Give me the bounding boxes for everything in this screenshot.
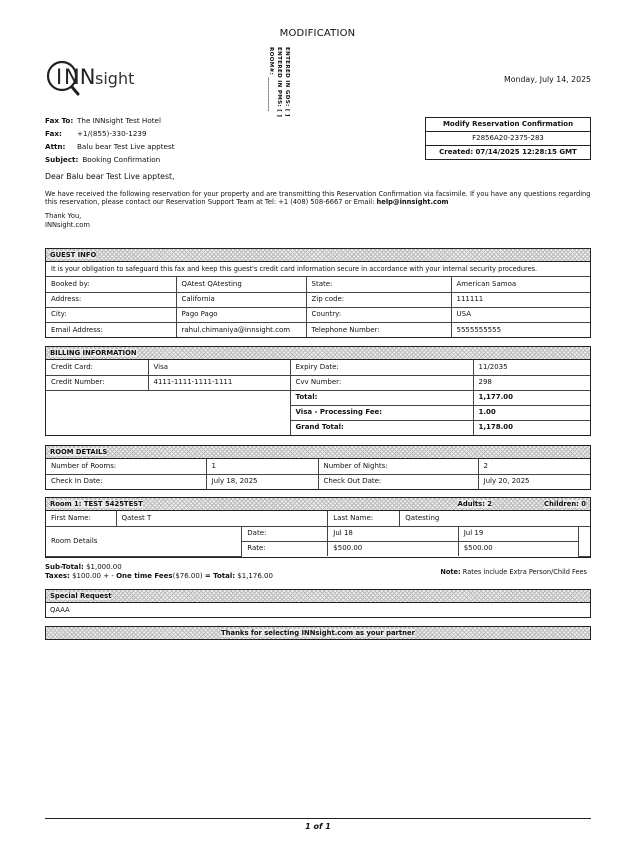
children-count: Children: 0 [544, 499, 586, 508]
rooms-value: 1 [206, 459, 318, 474]
processing-fee-value: 1.00 [473, 405, 590, 420]
checkout-value: July 20, 2025 [478, 474, 590, 489]
first-name-label: First Name: [46, 511, 116, 526]
booked-by-value: QAtest QAtesting [176, 277, 306, 292]
subtotal-value: $1,000.00 [86, 563, 122, 571]
attn-value: Balu bear Test Live apptest [77, 142, 175, 151]
taxes-value: $100.00 + - [72, 571, 114, 580]
guest-info-table [46, 277, 590, 337]
confirmation-box [425, 117, 591, 160]
guest-info-heading-text: GUEST INFO [50, 250, 97, 259]
last-name-label: Last Name: [328, 511, 400, 526]
expiry-value: 11/2035 [473, 360, 590, 375]
total-label: Total: [290, 390, 473, 405]
total-value: 1,177.00 [473, 390, 590, 405]
checkin-label: Check In Date: [46, 474, 206, 489]
confirmation-number: F2856A20-2375-283 [426, 132, 591, 146]
room-number-label: ROOM#: ___________ [267, 47, 274, 112]
guest-info-notice: It is your obligation to safeguard this fax and keep this guest's credit card information secure in accordance with your internal security procedures. [46, 262, 590, 277]
one-time-fees-label: One time Fees [116, 571, 173, 580]
billing-heading-text: BILLING INFORMATION [50, 348, 137, 357]
fax-header [45, 114, 345, 166]
rates-note [440, 568, 587, 576]
fax-to-value: The INNsight Test Hotel [77, 116, 161, 125]
credit-card-label: Credit Card: [46, 360, 148, 375]
price-summary [45, 563, 591, 585]
attn-label: Attn: [45, 142, 66, 151]
room-1-heading [46, 498, 590, 511]
guest-info-section [45, 248, 591, 338]
rate-1: $500.00 [328, 541, 458, 556]
nights-value: 2 [478, 459, 590, 474]
document-title: MODIFICATION [279, 28, 356, 39]
country-label: Country: [306, 307, 451, 322]
last-name-value: Qatesting [400, 511, 590, 526]
checkin-value: July 18, 2025 [206, 474, 318, 489]
svg-text:sight: sight [95, 69, 135, 88]
billing-empty-cell [46, 390, 290, 435]
zip-label: Zip code: [306, 292, 451, 307]
room-details-section [45, 445, 591, 490]
special-request-section [45, 589, 591, 618]
phone-label: Telephone Number: [306, 322, 451, 337]
letter-text: We have received the following reservation for your property and are transmitting this Reservation Confirmation via facsimile. If you have any questions regarding this reservation, please contact our Reservation Support Team at Tel: +1 (408) 508-6667 or Email: [45, 189, 591, 207]
closing-banner [45, 626, 591, 640]
closing-text: Thanks for selecting INNsight.com as your partner [221, 628, 415, 637]
subtotal-label: Sub-Total: [45, 563, 84, 571]
billing-section [45, 346, 591, 436]
room-1-title: Room 1: TEST 5425TEST [50, 499, 143, 508]
note-label: Note: [440, 568, 461, 576]
fax-number-label: Fax: [45, 129, 62, 138]
rate-label: Rate: [242, 541, 328, 556]
svg-text:I: I [56, 65, 63, 89]
special-request-heading [46, 590, 590, 603]
fax-number-value: +1/(855)-330-1239 [77, 129, 147, 138]
summary-total-value: $1,176.00 [237, 571, 273, 580]
one-time-fees-value: ($76.00) [172, 571, 203, 580]
room-empty-cell [578, 526, 590, 556]
entered-gds-label: ENTERED IN GDS: [ ] [283, 47, 290, 117]
adults-count: Adults: 2 [457, 499, 493, 508]
billing-table [46, 360, 590, 435]
zip-value: 111111 [451, 292, 590, 307]
note-text: Rates include Extra Person/Child Fees [462, 568, 587, 576]
innsight-logo [45, 56, 145, 104]
support-email[interactable]: help@innsight.com [376, 198, 449, 207]
special-request-heading-text: Special Request [50, 591, 112, 600]
email-value: rahul.chimaniya@innsight.com [176, 322, 306, 337]
room-details-heading-text: ROOM DETAILS [50, 447, 108, 456]
date-2: Jul 19 [458, 526, 578, 541]
room-1-table [46, 511, 590, 557]
address-label: Address: [46, 292, 176, 307]
checkout-label: Check Out Date: [318, 474, 478, 489]
document-date: Monday, July 14, 2025 [504, 75, 591, 84]
confirmation-created: Created: 07/14/2025 12:28:15 GMT [426, 146, 591, 160]
special-request-text: QAAA [50, 606, 70, 614]
expiry-label: Expiry Date: [290, 360, 473, 375]
phone-value: 5555555555 [451, 322, 590, 337]
booked-by-label: Booked by: [46, 277, 176, 292]
credit-card-value: Visa [148, 360, 290, 375]
signature: INNsight.com [45, 220, 90, 229]
city-label: City: [46, 307, 176, 322]
guest-info-heading [46, 249, 590, 262]
credit-number-label: Credit Number: [46, 375, 148, 390]
state-label: State: [306, 277, 451, 292]
credit-number-value: 4111-1111-1111-1111 [148, 375, 290, 390]
date-label: Date: [242, 526, 328, 541]
email-label: Email Address: [46, 322, 176, 337]
letter-body [45, 172, 591, 229]
subject-label: Subject: [45, 155, 79, 164]
cvv-label: Cvv Number: [290, 375, 473, 390]
page-number: 1 of 1 [45, 818, 591, 832]
state-value: American Samoa [451, 277, 590, 292]
processing-fee-label: Visa - Processing Fee: [290, 405, 473, 420]
confirmation-title: Modify Reservation Confirmation [426, 118, 591, 132]
taxes-label: Taxes: [45, 571, 70, 580]
billing-heading [46, 347, 590, 360]
first-name-value: Qatest T [116, 511, 328, 526]
thanks: Thank You, [45, 212, 82, 221]
subject-value: Booking Confirmation [82, 155, 161, 164]
grand-total-label: Grand Total: [290, 420, 473, 435]
room-details-table [46, 459, 590, 489]
room-details-label: Room Details [46, 526, 242, 556]
rate-2: $500.00 [458, 541, 578, 556]
address-value: California [176, 292, 306, 307]
svg-text:NN: NN [64, 65, 96, 89]
fax-to-label: Fax To: [45, 116, 74, 125]
date-1: Jul 18 [328, 526, 458, 541]
city-value: Pago Pago [176, 307, 306, 322]
summary-total-label: = Total: [204, 571, 236, 580]
rooms-label: Number of Rooms: [46, 459, 206, 474]
nights-label: Number of Nights: [318, 459, 478, 474]
room-details-heading [46, 446, 590, 459]
entered-pms-label: ENTERED IN PMS: [ ] [275, 47, 282, 118]
greeting: Dear Balu bear Test Live apptest, [45, 172, 175, 181]
cvv-value: 298 [473, 375, 590, 390]
grand-total-value: 1,178.00 [473, 420, 590, 435]
country-value: USA [451, 307, 590, 322]
room-1-section [45, 497, 591, 558]
